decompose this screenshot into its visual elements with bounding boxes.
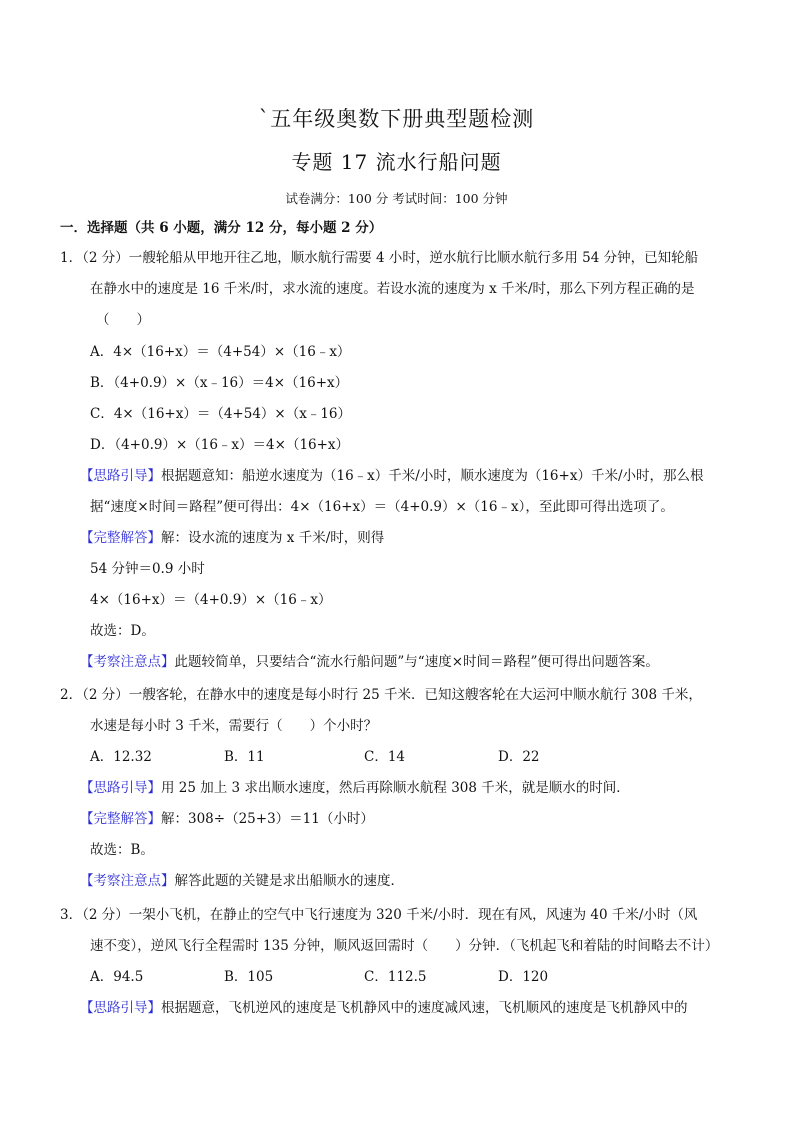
- q1-option-c: C．4×（16+x）＝（4+54）×（x﹣16）: [90, 406, 352, 422]
- q3-option-c: C．112.5: [364, 969, 427, 985]
- q2-line1: 2．（2 分）一艘客轮，在静水中的速度是每小时行 25 千米．已知这艘客轮在大运河中顺水航行 308 千米，: [60, 687, 702, 703]
- q2-hint: [80, 779, 630, 797]
- q1-hint-text: 根据题意知：船逆水速度为（16﹣x）千米/小时，顺水速度为（16+x）千米/小时，那么根: [161, 468, 704, 484]
- q1-answer-text: 解：设水流的速度为 x 千米/时，则得: [161, 530, 385, 546]
- q1-choice: 故选：D。: [90, 623, 155, 639]
- hint-tag: 【思路引导】: [80, 780, 161, 796]
- q2-note-text: 解答此题的关键是求出船顺水的速度．: [174, 873, 404, 889]
- exam-meta: 试卷满分：100 分 考试时间：100 分钟: [285, 191, 508, 206]
- q1-option-d: D．（4+0.9）×（16﹣x）＝4×（16+x）: [90, 437, 350, 453]
- hint-tag: 【思路引导】: [80, 1000, 161, 1016]
- q3-option-b: B．105: [224, 969, 274, 985]
- document-title: `五年级奥数下册典型题检测: [258, 107, 535, 131]
- q1-option-a: A．4×（16+x）＝（4+54）×（16﹣x）: [90, 344, 351, 360]
- q1-blank: （ ）: [96, 312, 150, 328]
- answer-tag: 【完整解答】: [80, 811, 161, 827]
- q2-option-b: B．11: [224, 749, 265, 765]
- q3-option-a: A．94.5: [90, 969, 144, 985]
- q2-answer-text: 解：308÷（25+3）＝11（小时）: [161, 811, 374, 827]
- note-tag: 【考察注意点】: [80, 654, 175, 670]
- q1-answer-line2: 54 分钟＝0.9 小时: [90, 561, 205, 577]
- q1-answer-line3: 4×（16+x）＝（4+0.9）×（16﹣x）: [90, 592, 332, 608]
- q2-option-d: D．22: [498, 749, 540, 765]
- q2-answer: [80, 810, 374, 828]
- note-tag: 【考察注意点】: [80, 873, 175, 889]
- q2-hint-text: 用 25 加上 3 求出顺水速度，然后再除顺水航程 308 千米，就是顺水的时间．: [161, 780, 630, 796]
- q1-option-b: B．（4+0.9）×（x﹣16）＝4×（16+x）: [90, 375, 349, 391]
- q1-note-text: 此题较简单，只要结合“流水行船问题”与“速度×时间＝路程”便可得出问题答案。: [174, 654, 659, 670]
- q3-hint: [80, 999, 688, 1017]
- q1-line1: 1．（2 分）一艘轮船从甲地开往乙地，顺水航行需要 4 小时，逆水航行比顺水航行多用 54 分钟，已知轮船: [60, 250, 699, 266]
- q1-note: [80, 653, 659, 671]
- answer-tag: 【完整解答】: [80, 530, 161, 546]
- q2-note: [80, 872, 404, 890]
- document-subtitle: 专题 17 流水行船问题: [291, 150, 502, 174]
- q2-line2: 水速是每小时 3 千米，需要行（ ）个小时？: [90, 718, 378, 734]
- q2-choice: 故选：B。: [90, 842, 154, 858]
- q1-line2: 在静水中的速度是 16 千米/时，求水流的速度。若设水流的速度为 x 千米/时，那么下列方程正确的是: [90, 281, 695, 297]
- q1-hint: [80, 467, 704, 485]
- q3-option-d: D．120: [498, 969, 549, 985]
- section-heading: 一．选择题（共 6 小题，满分 12 分，每小题 2 分）: [60, 220, 383, 236]
- q1-answer: [80, 529, 384, 547]
- q1-hint-line2: 据“速度×时间＝路程”便可得出：4×（16+x）＝（4+0.9）×（16﹣x），至此即可得出选项了。: [90, 499, 674, 515]
- hint-tag: 【思路引导】: [80, 468, 161, 484]
- q3-line2: 速不变），逆风飞行全程需时 135 分钟，顺风返回需时（ ）分钟．（飞机起飞和着陆的时间略去不计）: [90, 938, 719, 954]
- q3-hint-text: 根据题意，飞机逆风的速度是飞机静风中的速度减风速，飞机顺风的速度是飞机静风中的: [161, 1000, 688, 1016]
- q2-option-a: A．12.32: [90, 749, 152, 765]
- q2-option-c: C．14: [364, 749, 406, 765]
- q3-line1: 3．（2 分）一架小飞机，在静止的空气中飞行速度为 320 千米/小时．现在有风，风速为 40 千米/小时（风: [60, 907, 698, 923]
